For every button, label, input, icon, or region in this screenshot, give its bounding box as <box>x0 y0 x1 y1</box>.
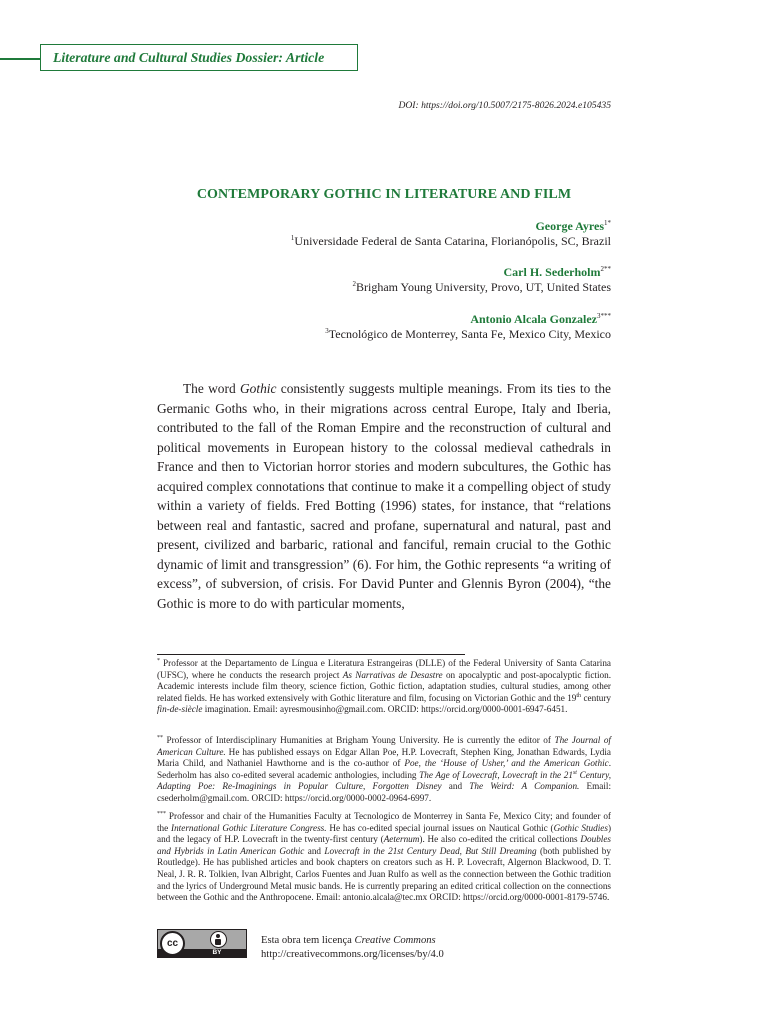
author-block-1 <box>291 219 611 249</box>
footnote-italic: Aeternum <box>383 834 420 845</box>
affiliation-marker: 1 <box>290 234 295 242</box>
affiliation-marker: 3 <box>325 327 329 335</box>
footnote-italic: As Narrativas de Desastre <box>342 669 443 680</box>
footnote-italic: fin-de-siècle <box>157 704 203 715</box>
footnote-text: , <box>497 769 503 780</box>
footnote-text: (both published by Routledge). He has published articles and book chapters on creators such as H. P. Lovecraft, Algernon Blackwood, D. T. Neal, J. R. R. Tolkien, Ivan Albright, Carlos Fuentes and Juan Rulfo as well as the connection between the Gothic tradition and the lyrics of Underground Metal music bands. He is currently preparing an edited critical collection on the connections between the Gothic and the Anthropocene. Email: antonio.alcala@tec.mx ORCID: https://orcid.org/0000-0001-8179-5746. <box>157 845 611 903</box>
section-header <box>40 44 358 71</box>
by-label: BY <box>212 949 222 956</box>
license-text <box>261 934 444 962</box>
author-marker: 3*** <box>597 312 611 320</box>
license-url[interactable]: http://creativecommons.org/licenses/by/4.0 <box>261 949 444 960</box>
license-line-1 <box>261 934 444 948</box>
footnote-text: century <box>581 692 611 703</box>
author-affiliation: Brigham Young University, Provo, UT, United States <box>356 280 611 294</box>
body-italic-term: Gothic <box>239 381 277 396</box>
footnote-marker: *** <box>157 810 166 817</box>
body-text-run: The word <box>183 381 240 396</box>
footnote-text: Professor at the Departamento de Língua e Literatura Estrangeiras (DLLE) of the Federal University of Santa Catarina (UFSC), where he conducts the research project <box>157 658 611 680</box>
footnote-text: Professor of Interdisciplinary Humanities at Brigham Young University. He is currently the editor of <box>163 735 555 745</box>
person-body-shape <box>215 939 221 945</box>
footnote-italic: The Weird: A Companion. <box>469 781 580 792</box>
footnote-text: ). He also co-edited the critical collections <box>419 834 581 845</box>
body-paragraph <box>157 379 611 613</box>
footnote-italic: International Gothic Literature Congress. <box>171 822 327 833</box>
cc-by-license-badge[interactable] <box>157 929 247 958</box>
header-rule <box>0 58 40 60</box>
footnote-text: and <box>304 845 325 856</box>
footnote-italic: Forgotten Disney <box>372 781 442 792</box>
footnote-text: and <box>441 781 470 792</box>
footnote-text: . Sederholm has also co-edited several academic anthologies, including <box>157 758 611 780</box>
author-block-2 <box>353 265 612 295</box>
author-marker: 1* <box>604 219 611 227</box>
affiliation-marker: 2 <box>352 280 356 288</box>
article-title: CONTEMPORARY GOTHIC IN LITERATURE AND FILM <box>196 187 572 202</box>
footnote-marker: * <box>157 657 160 664</box>
person-head-shape <box>216 934 220 938</box>
creative-commons-icon <box>160 931 185 956</box>
footnote-text: on apocalyptic and post-apocalyptic fiction. Academic interests include film theory, science fiction, Gothic fiction, adaptation studies, cultural studies, among other related fields. He has worked extensively with Gothic literature and film, focusing on Victorian Gothic and the 19 <box>157 669 611 703</box>
author-marker: 2** <box>600 265 611 273</box>
footnote-text: He has co-edited special journal issues on Nautical Gothic ( <box>326 822 554 833</box>
author-affiliation: Universidade Federal de Santa Catarina, Florianópolis, SC, Brazil <box>294 234 611 248</box>
footnote-italic: Poe, the ‘House of Usher,’ and the American Gothic <box>404 758 609 769</box>
attribution-person-icon <box>210 931 227 948</box>
footnote-marker: ** <box>157 734 163 741</box>
footnote-1 <box>157 658 611 716</box>
author-name: Carl H. Sederholm <box>503 265 601 279</box>
footnote-text: Professor and chair of the Humanities Faculty at Tecnologico de Monterrey in Santa Fe, Mexico City; and founder of the <box>157 811 611 833</box>
section-label: Literature and Cultural Studies Dossier: Article <box>53 49 325 65</box>
author-name: Antonio Alcala Gonzalez <box>470 312 597 326</box>
footnote-italic: Lovecraft in the 21st Century Dead, But Still Dreaming <box>324 845 537 856</box>
license-prefix: Esta obra tem licença <box>261 935 355 946</box>
footnote-italic: Century, Adapting Poe: Re-Imaginings in Popular Culture <box>157 769 612 792</box>
footnote-text: Email: csederholm@gmail.com. ORCID: https://orcid.org/0000-0002-0964-6997. <box>157 781 612 803</box>
license-name: Creative Commons <box>354 935 436 946</box>
body-text-run: consistently suggests multiple meanings. From its ties to the Germanic Goths who, in their migrations across central Europe, Italy and Iberia, contributed to the fall of the Roman Empire and the reconstruction of cultural and political movements in European history to the colossal medieval cathedrals in France and then to Victorian horror stories and modern subcultures, the Gothic has acquired complex connotations that continue to make it a compelling object of study within a variety of fields. Fred Botting (1996) states, for instance, that “relations between real and fantastic, sacred and profane, supernatural and natural, past and present, civilized and barbaric, rational and fanciful, remain crucial to the Gothic dynamic of limit and transgression” (6). For him, the Gothic represents “a writing of excess”, of subversion, of crisis. For David Punter and Glennis Byron (2004), “the Gothic is more to do with particular moments, <box>157 381 611 611</box>
footnote-italic: Doubles and Hybrids in Latin American Gothic <box>157 834 611 856</box>
footnote-italic: The Journal of American Culture. <box>157 735 611 757</box>
footnote-2 <box>157 735 611 805</box>
footnote-superscript: st <box>572 769 577 776</box>
author-affiliation: Tecnológico de Monterrey, Santa Fe, Mexico City, Mexico <box>328 327 611 341</box>
footnote-superscript: th <box>576 692 582 699</box>
footnote-italic: The Age of Lovecraft <box>419 769 498 780</box>
author-block-3 <box>325 312 611 342</box>
footnote-text: ) and the legacy of H.P. Lovecraft in the twenty-first century ( <box>157 822 611 845</box>
footnote-text: He has published essays on Edgar Allan Poe, H.P. Lovecraft, Stephen King, Jonathan Edwards, Lydia Maria Child, and Nathaniel Hawthorne and is the co-author of <box>157 746 612 769</box>
footnote-italic: Lovecraft in the 21 <box>502 769 573 780</box>
cc-icon-text: cc <box>166 938 179 949</box>
author-name: George Ayres <box>535 219 604 233</box>
footnote-italic: Gothic Studies <box>553 822 608 833</box>
footnote-rule <box>157 654 465 655</box>
footnote-3 <box>157 811 611 904</box>
doi-link[interactable]: DOI: https://doi.org/10.5007/2175-8026.2024.e105435 <box>398 100 611 111</box>
footnote-text: , <box>363 781 373 792</box>
footnote-text: imagination. Email: ayresmousinho@gmail.com. ORCID: https://orcid.org/0000-0001-6947-6451. <box>202 704 568 715</box>
